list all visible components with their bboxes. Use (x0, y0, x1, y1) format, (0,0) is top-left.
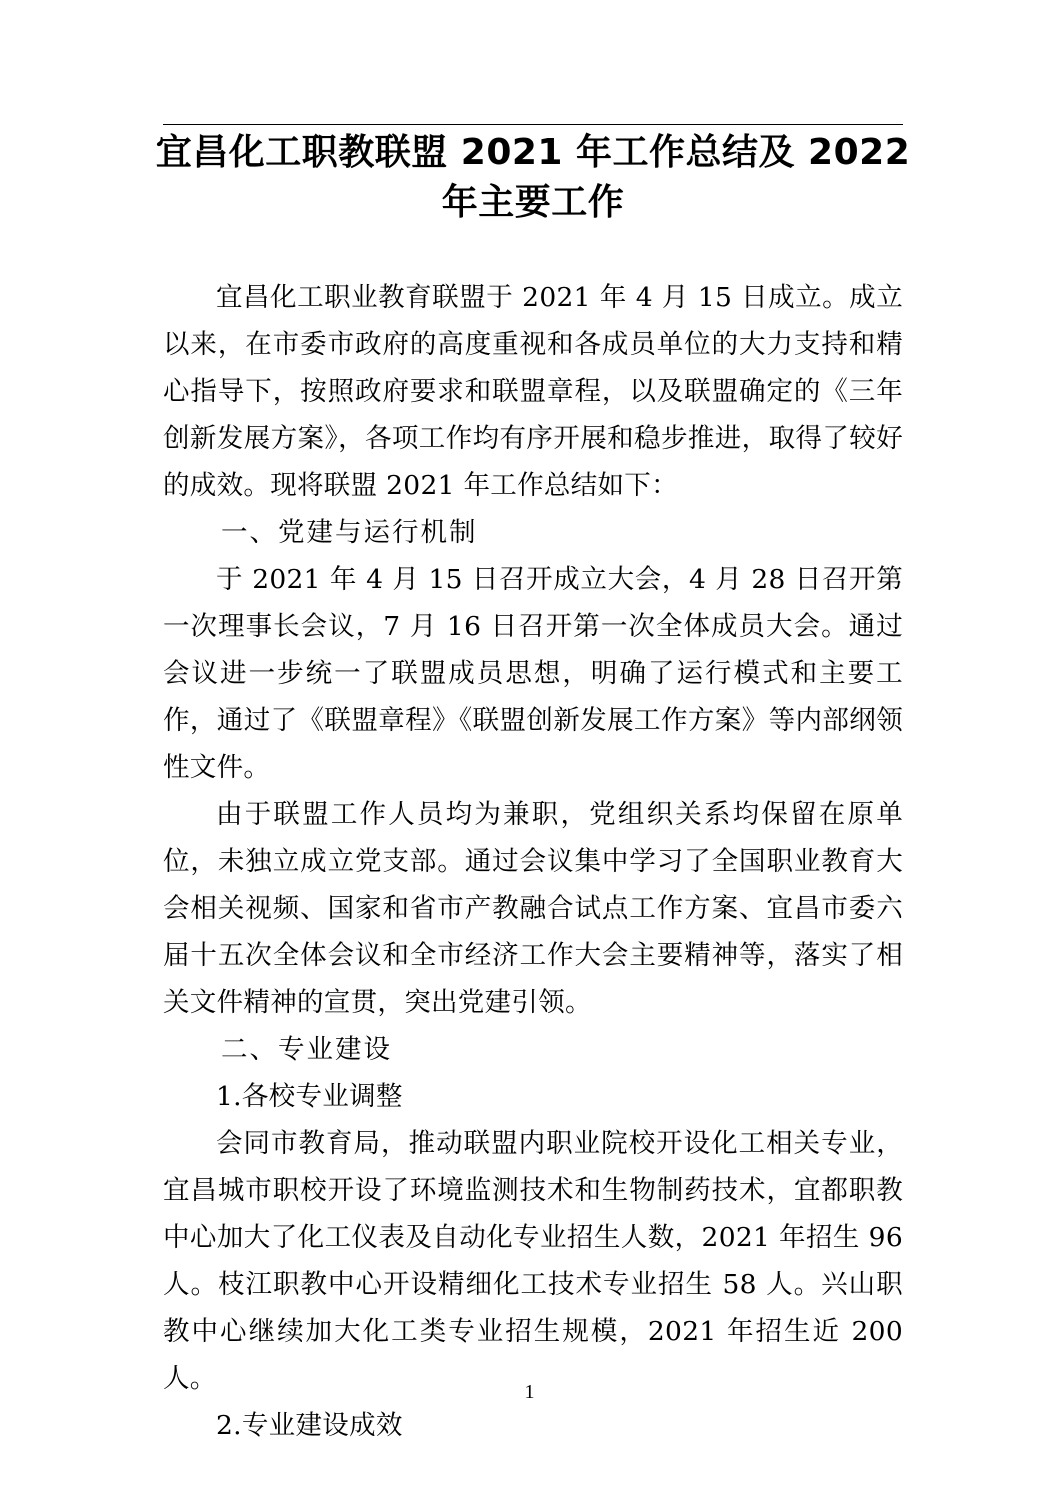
title-line-2: 年主要工作 (441, 182, 625, 223)
paragraph-meetings: 于 2021 年 4 月 15 日召开成立大会，4 月 28 日召开第一次理事长会议，7 月 16 日召开第一次全体成员大会。通过会议进一步统一了联盟成员思想，明确了运行模式和主要工作，通过了《联盟章程》《联盟创新发展工作方案》等内部纲领性文件。 (163, 564, 903, 783)
document-body (163, 274, 903, 1449)
title-line-1: 宜昌化工职教联盟 2021 年工作总结及 2022 (155, 132, 911, 173)
section-heading-party: 一、党建与运行机制 (221, 517, 478, 548)
subheading-major-results: 2.专业建设成效 (216, 1410, 403, 1441)
page-number: 1 (524, 1381, 535, 1403)
header-rule (163, 124, 903, 125)
section-heading-majors: 二、专业建设 (221, 1034, 392, 1065)
intro-paragraph: 宜昌化工职业教育联盟于 2021 年 4 月 15 日成立。成立以来，在市委市政府的高度重视和各成员单位的大力支持和精心指导下，按照政府要求和联盟章程，以及联盟确定的《三年创新发展方案》，各项工作均有序开展和稳步推进，取得了较好的成效。现将联盟 2021 年工作总结如下： (163, 282, 903, 501)
document-title (150, 128, 916, 228)
paragraph-major-adjustment: 会同市教育局，推动联盟内职业院校开设化工相关专业，宜昌城市职校开设了环境监测技术和生物制药技术，宜都职教中心加大了化工仪表及自动化专业招生人数，2021 年招生 96 人。枝江职教中心开设精细化工技术专业招生 58 人。兴山职教中心继续加大化工类专业招生规模，2021 年招生近 200 人。 (163, 1128, 903, 1394)
subheading-major-adjustment: 1.各校专业调整 (216, 1081, 403, 1112)
paragraph-party-branch: 由于联盟工作人员均为兼职，党组织关系均保留在原单位，未独立成立党支部。通过会议集中学习了全国职业教育大会相关视频、国家和省市产教融合试点工作方案、宜昌市委六届十五次全体会议和全市经济工作大会主要精神等，落实了相关文件精神的宣贯，突出党建引领。 (163, 799, 903, 1018)
